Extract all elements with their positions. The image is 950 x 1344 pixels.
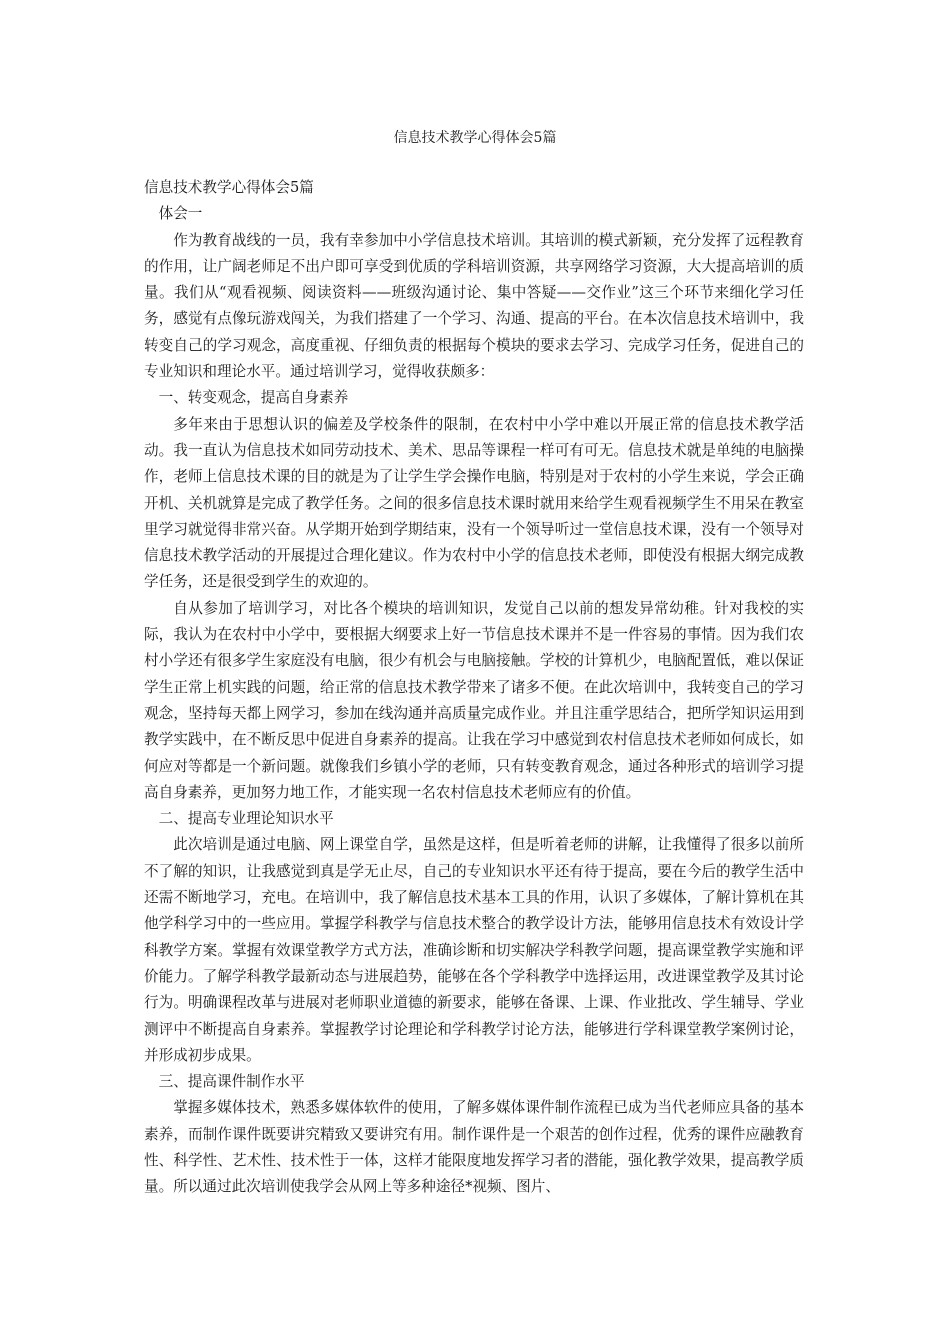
- paragraph: 自从参加了培训学习，对比各个模块的培训知识，发觉自己以前的想发异常幼稚。针对我校的实际，我认为在农村中小学中，要根据大纲要求上好一节信息技术课并不是一件容易的事情。因为我们农村小学还有很多学生家庭没有电脑，很少有机会与电脑接触。学校的计算机少，电脑配置低，难以保证学生正常上机实践的问题，给正常的信息技术教学带来了诸多不便。在此次培训中，我转变自己的学习观念，坚持每天都上网学习，参加在线沟通并高质量完成作业。并且注重学思结合，把所学知识运用到教学实践中，在不断反思中促进自身素养的提高。让我在学习中感觉到农村信息技术老师如何成长，如何应对等都是一个新问题。就像我们乡镇小学的老师，只有转变教育观念，通过各种形式的培训学习提高自身素养，更加努力地工作，才能实现一名农村信息技术老师应有的价值。: [144, 599, 804, 801]
- document-subtitle: 信息技术教学心得体会5篇: [144, 179, 314, 196]
- paragraph: 掌握多媒体技术，熟悉多媒体软件的使用，了解多媒体课件制作流程已成为当代老师应具备的基本素养，而制作课件既要讲究精致又要讲究有用。制作课件是一个艰苦的创作过程，优秀的课件应融教育性、科学性、艺术性、技术性于一体，这样才能限度地发挥学习者的潜能，强化教学效果，提高教学质量。所以通过此次培训使我学会从网上等多种途径*视频、图片、: [144, 1099, 804, 1196]
- paragraph-intro: 作为教育战线的一员，我有幸参加中小学信息技术培训。其培训的模式新颖，充分发挥了远程教育的作用，让广阔老师足不出户即可享受到优质的学科培训资源，共享网络学习资源，大大提高培训的质量。我们从“观看视频、阅读资料——班级沟通讨论、集中答疑——交作业”这三个环节来细化学习任务，感觉有点像玩游戏闯关，为我们搭建了一个学习、沟通、提高的平台。在本次信息技术培训中，我转变自己的学习观念，高度重视、仔细负责的根据每个模块的要求去学习、完成学习任务，促进自己的专业知识和理论水平。通过培训学习，觉得收获颇多：: [144, 231, 804, 381]
- section-heading-2: 二、提高专业理论知识水平: [158, 810, 334, 828]
- paragraph: 此次培训是通过电脑、网上课堂自学，虽然是这样，但是听着老师的讲解，让我懂得了很多以前所不了解的知识，让我感觉到真是学无止尽，自己的专业知识水平还有待于提高，要在今后的教学生活中还需不断地学习，充电。在培训中，我了解信息技术基本工具的作用，认识了多媒体，了解计算机在其他学科学习中的一些应用。掌握学科教学与信息技术整合的教学设计方法，能够用信息技术有效设计学科教学方案。掌握有效课堂教学方式方法，准确诊断和切实解决学科教学问题，提高课堂教学实施和评价能力。了解学科教学最新动态与进展趋势，能够在各个学科教学中选择运用，改进课堂教学及其讨论行为。明确课程改革与进展对老师职业道德的新要求，能够在备课、上课、作业批改、学生辅导、学业测评中不断提高自身素养。掌握教学讨论理论和学科教学讨论方法，能够进行学科课堂教学案例讨论，并形成初步成果。: [144, 836, 804, 1064]
- paragraph: 多年来由于思想认识的偏差及学校条件的限制，在农村中小学中难以开展正常的信息技术教学活动。我一直认为信息技术如同劳动技术、美术、思品等课程一样可有可无。信息技术就是单纯的电脑操作，老师上信息技术课的目的就是为了让学生学会操作电脑，特别是对于农村的小学生来说，学会正确开机、关机就算是完成了教学任务。之间的很多信息技术课时就用来给学生观看视频学生不用呆在教室里学习就觉得非常兴奋。从学期开始到学期结束，没有一个领导听过一堂信息技术课，没有一个领导对信息技术教学活动的开展提过合理化建议。作为农村中小学的信息技术老师，即使没有根据大纲完成教学任务，还是很受到学生的欢迎的。: [144, 415, 804, 591]
- section-heading-1: 一、转变观念，提高自身素养: [158, 389, 349, 407]
- document-body: [144, 175, 804, 1201]
- part-heading: 体会一: [158, 205, 203, 223]
- document-title: 信息技术教学心得体会5篇: [393, 130, 557, 146]
- section-heading-3: 三、提高课件制作水平: [158, 1073, 305, 1091]
